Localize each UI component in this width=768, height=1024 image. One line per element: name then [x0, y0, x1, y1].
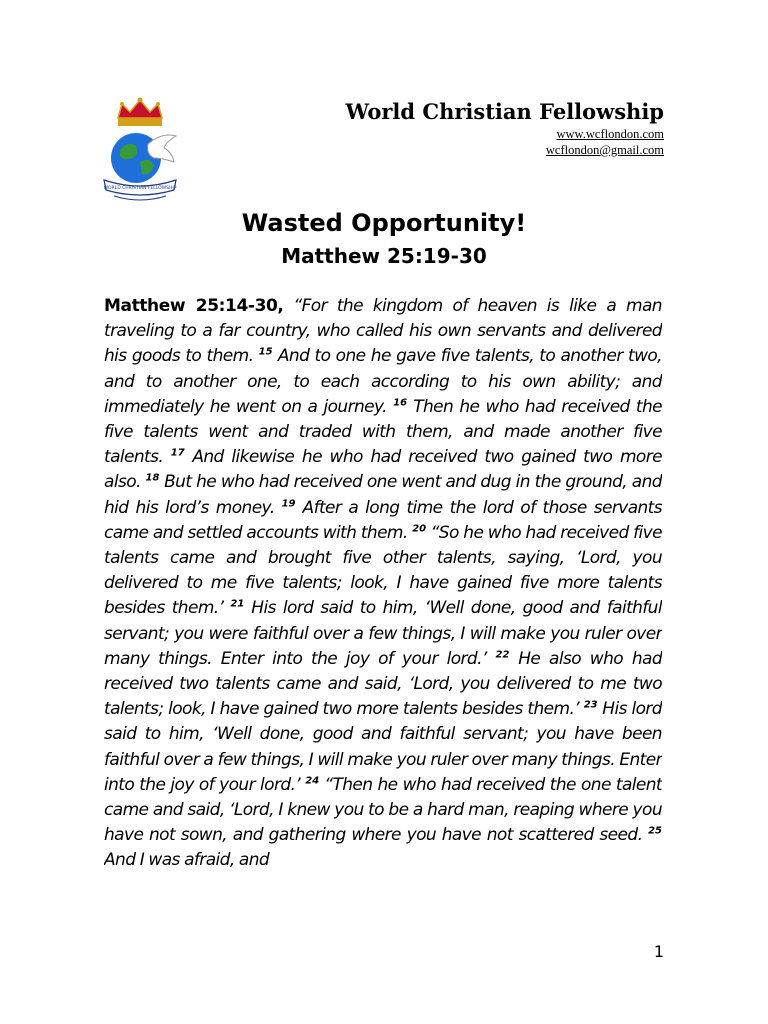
- verse-number: 15: [258, 346, 273, 358]
- verse-number: 16: [393, 397, 408, 409]
- verse-number: 21: [230, 598, 245, 610]
- page-number: 1: [653, 942, 664, 961]
- verse-text: Then he who had received the five talents went and traded with them, and made another five talents.: [104, 396, 662, 468]
- verse-text: “For the kingdom of heaven is like a man traveling to a far country, who called his own servants and delivered his goods to them.: [104, 296, 662, 367]
- verse-text: He also who had received two talents came and said, ‘Lord, you delivered to me two talents; look, I have gained two more talents besides them.’: [104, 648, 662, 720]
- verse-number: 23: [583, 699, 598, 711]
- scripture-passage: [104, 294, 662, 926]
- verse-text: After a long time the lord of those servants came and settled accounts with them.: [104, 497, 662, 543]
- document-title: Wasted Opportunity!: [241, 209, 527, 237]
- verse-text: And to one he gave five talents, to another two, and to another one, to each according to his own ability; and immediately he went on a journey.: [104, 346, 662, 417]
- verse-text: And likewise he who had received two gained two more also.: [104, 447, 662, 493]
- verse-text: “So he who had received five talents came and brought five other talents, saying, ‘Lord, you delivered to me five talents; look, I have gained five more talents besides them.’: [104, 522, 662, 619]
- verse-text: His lord said to him, ‘Well done, good and faithful servant; you have been faithful over a few things, I will make you ruler over many things. Enter into the joy of your lord.’: [104, 699, 662, 795]
- verse-number: 25: [648, 825, 662, 837]
- crown-globe-dove-emblem-icon: [100, 96, 180, 206]
- verse-number: 19: [281, 497, 296, 509]
- verse-text: And I was afraid, and: [104, 850, 270, 871]
- verse-number: 22: [495, 649, 510, 661]
- verse-number: 18: [145, 472, 160, 484]
- letterhead: [345, 98, 664, 158]
- verse-text: “Then he who had received the one talent came and said, ‘Lord, I knew you to be a hard man, reaping where you have not sown, and gathering where you have not scattered seed.: [104, 774, 662, 846]
- verse-number: 20: [412, 523, 427, 535]
- website-link[interactable]: www.wcflondon.com: [556, 127, 664, 141]
- scripture-reference: Matthew 25:14-30,: [104, 296, 284, 316]
- verse-text: His lord said to him, ‘Well done, good and faithful servant; you were faithful over a few things, I will make you ruler over many things. Enter into the joy of your lord.’: [104, 598, 662, 669]
- document-subtitle: Matthew 25:19-30: [281, 244, 487, 268]
- organization-name: World Christian Fellowship: [345, 99, 664, 124]
- verse-number: 24: [305, 775, 320, 787]
- verse-number: 17: [170, 447, 185, 459]
- svg-text:WORLD CHRISTIAN FELLOWSHIP: WORLD CHRISTIAN FELLOWSHIP: [103, 186, 177, 191]
- email-link[interactable]: wcflondon@gmail.com: [545, 143, 664, 157]
- verse-text: But he who had received one went and dug in the ground, and hid his lord’s money.: [104, 472, 662, 518]
